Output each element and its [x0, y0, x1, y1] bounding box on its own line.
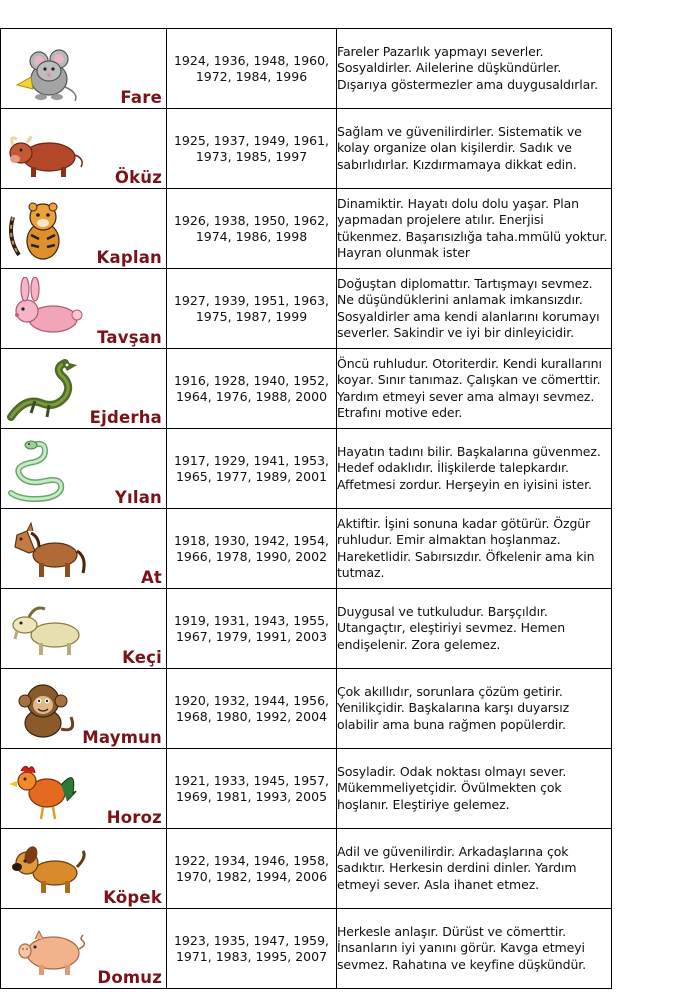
animal-name: Ejderha	[89, 408, 162, 427]
animal-cell	[1, 29, 167, 109]
years-cell: 1924, 1936, 1948, 1960, 1972, 1984, 1996	[167, 29, 337, 109]
description-cell: Çok akıllıdır, sorunlara çözüm getirir. Yenilikçidir. Başkalarına karşı duyarsız olabilir ama buna rağmen popülerdir.	[337, 669, 612, 749]
table-row	[1, 29, 612, 109]
rooster-icon	[5, 757, 89, 823]
animal-name: At	[140, 568, 162, 587]
description-cell: Doğuştan diplomattır. Tartışmayı sevmez. Ne düşündüklerini anlamak imkansızdır. Sosyaldirler ama kendi alanlarını korumayı severler. Sakindir ve iyi bir dinleyicidir.	[337, 269, 612, 349]
years-cell: 1919, 1931, 1943, 1955, 1967, 1979, 1991, 2003	[167, 589, 337, 669]
table-row	[1, 509, 612, 589]
goat-icon	[5, 597, 89, 663]
pig-icon	[5, 917, 89, 983]
table-row	[1, 829, 612, 909]
animal-cell	[1, 429, 167, 509]
animal-name: Fare	[120, 88, 162, 107]
table-row	[1, 749, 612, 829]
animal-cell	[1, 829, 167, 909]
table-row	[1, 669, 612, 749]
animal-cell	[1, 589, 167, 669]
animal-name: Domuz	[97, 968, 162, 987]
years-cell: 1925, 1937, 1949, 1961, 1973, 1985, 1997	[167, 109, 337, 189]
rat-icon	[5, 37, 89, 103]
table-row	[1, 189, 612, 269]
description-cell: Öncü ruhludur. Otoriterdir. Kendi kurallarını koyar. Sınır tanımaz. Çalışkan ve cömerttir. Yardım etmeyi sever ama almayı sevmez. Etrafını motive eder.	[337, 349, 612, 429]
table-row	[1, 109, 612, 189]
years-cell: 1927, 1939, 1951, 1963, 1975, 1987, 1999	[167, 269, 337, 349]
monkey-icon	[5, 677, 89, 743]
animal-cell	[1, 109, 167, 189]
years-cell: 1926, 1938, 1950, 1962, 1974, 1986, 1998	[167, 189, 337, 269]
table-row	[1, 429, 612, 509]
description-cell: Sağlam ve güvenilirdirler. Sistematik ve kolay organize olan kişilerdir. Sadık ve sabırlıdırlar. Kızdırmamaya dikkat edin.	[337, 109, 612, 189]
animal-cell	[1, 189, 167, 269]
table-row	[1, 349, 612, 429]
years-cell: 1920, 1932, 1944, 1956, 1968, 1980, 1992, 2004	[167, 669, 337, 749]
animal-name: Kaplan	[96, 248, 162, 267]
dragon-icon	[5, 357, 89, 423]
years-cell: 1921, 1933, 1945, 1957, 1969, 1981, 1993, 2005	[167, 749, 337, 829]
animal-name: Horoz	[106, 808, 162, 827]
animal-name: Köpek	[103, 888, 162, 907]
animal-cell	[1, 909, 167, 989]
description-cell: Herkesle anlaşır. Dürüst ve cömerttir. İnsanların iyi yanını görür. Kavga etmeyi sevmez. Rahatına ve keyfine düşkündür.	[337, 909, 612, 989]
years-cell: 1916, 1928, 1940, 1952, 1964, 1976, 1988, 2000	[167, 349, 337, 429]
animal-name: Keçi	[122, 648, 162, 667]
description-cell: Sosyladir. Odak noktası olmayı sever. Mükemmeliyetçidir. Övülmekten çok hoşlanır. Eleştiriye gelemez.	[337, 749, 612, 829]
years-cell: 1923, 1935, 1947, 1959, 1971, 1983, 1995, 2007	[167, 909, 337, 989]
animal-name: Yılan	[114, 488, 162, 507]
years-cell: 1922, 1934, 1946, 1958, 1970, 1982, 1994, 2006	[167, 829, 337, 909]
animal-name: Tavşan	[97, 328, 162, 347]
animal-cell	[1, 269, 167, 349]
table-row	[1, 909, 612, 989]
description-cell: Aktiftir. İşini sonuna kadar götürür. Özgür ruhludur. Emir almaktan hoşlanmaz. Hareketlidir. Sabırsızdır. Öfkelenir ama kin tutmaz.	[337, 509, 612, 589]
animal-name: Maymun	[82, 728, 162, 747]
animal-name: Öküz	[114, 168, 162, 187]
description-cell: Hayatın tadını bilir. Başkalarına güvenmez. Hedef odaklıdır. İlişkilerde talepkardır. Affetmesi zordur. Herşeyin en iyisini ister.	[337, 429, 612, 509]
dog-icon	[5, 837, 89, 903]
description-cell: Dinamiktir. Hayatı dolu dolu yaşar. Plan yapmadan projelere atılır. Enerjisi tükenmez. Başarısızlığa taha.mmülü yoktur. Hayran olunmak ister	[337, 189, 612, 269]
description-cell: Fareler Pazarlık yapmayı severler. Sosyaldirler. Ailelerine düşkündürler. Dışarıya göstermezler ama duygusaldırlar.	[337, 29, 612, 109]
zodiac-table	[0, 28, 612, 989]
snake-icon	[5, 437, 89, 503]
description-cell: Adil ve güvenilirdir. Arkadaşlarına çok sadıktır. Herkesin derdini dinler. Yardım etmeyi sever. Asla ihanet etmez.	[337, 829, 612, 909]
tiger-icon	[5, 197, 89, 263]
animal-cell	[1, 669, 167, 749]
horse-icon	[5, 517, 89, 583]
description-cell: Duygusal ve tutkuludur. Barşçıldır. Utangaçtır, eleştiriyi sevmez. Hemen endişelenir. Zora gelemez.	[337, 589, 612, 669]
years-cell: 1917, 1929, 1941, 1953, 1965, 1977, 1989, 2001	[167, 429, 337, 509]
animal-cell	[1, 349, 167, 429]
table-row	[1, 269, 612, 349]
years-cell: 1918, 1930, 1942, 1954, 1966, 1978, 1990, 2002	[167, 509, 337, 589]
table-row	[1, 589, 612, 669]
animal-cell	[1, 509, 167, 589]
ox-icon	[5, 117, 89, 183]
animal-cell	[1, 749, 167, 829]
rabbit-icon	[5, 277, 89, 343]
